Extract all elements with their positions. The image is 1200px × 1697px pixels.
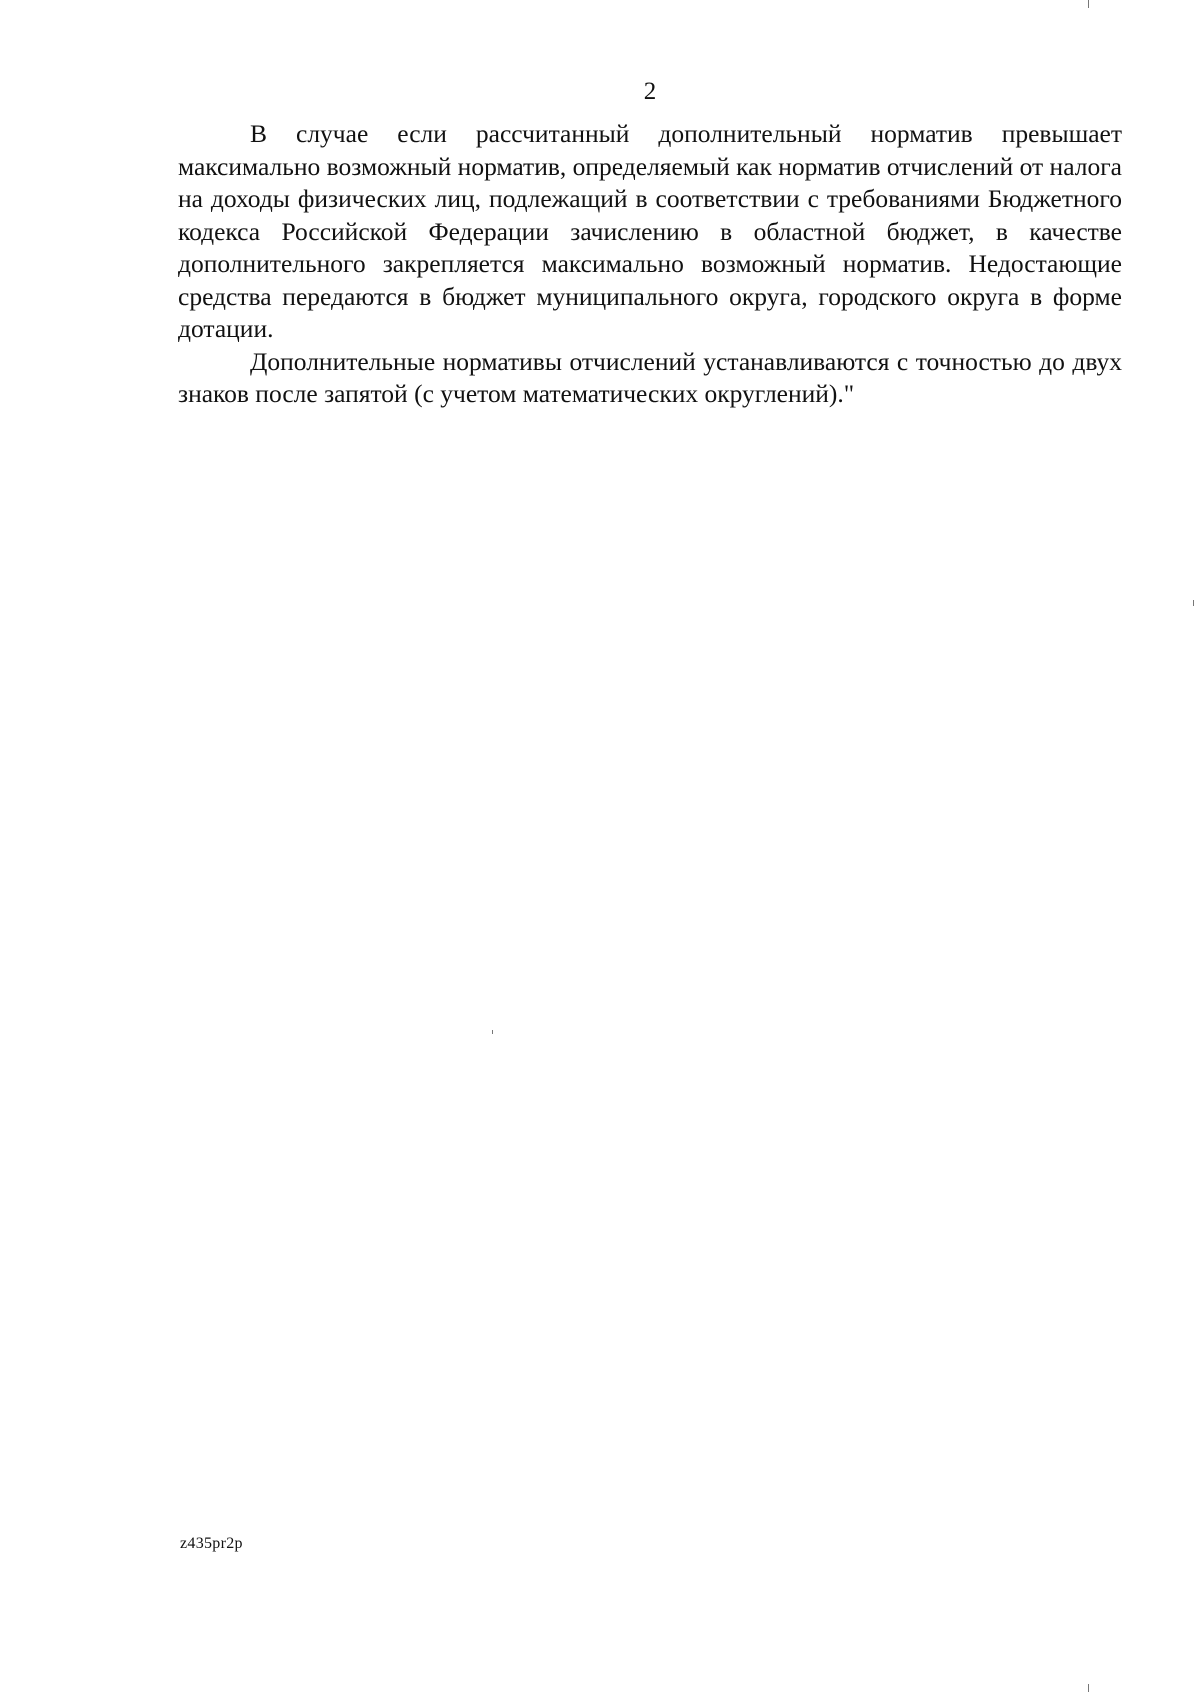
scan-speck — [1088, 0, 1089, 8]
document-body — [178, 118, 1122, 411]
scan-speck — [1193, 600, 1194, 606]
paragraph-1: В случае если рассчитанный дополнительный норматив превышает максимально возможный норматив, определяемый как норматив отчислений от налога на доходы физических лиц, подлежащий в соответствии с требованиями Бюджетного кодекса Российской Федерации зачислению в областной бюджет, в качестве дополнительного закрепляется максимально возможный норматив. Недостающие средства передаются в бюджет муниципального округа, городского округа в форме дотации. — [178, 119, 1122, 343]
page-number: 2 — [643, 78, 657, 105]
document-code: z435pr2p — [180, 1535, 243, 1552]
scan-speck — [1088, 1684, 1089, 1692]
scan-speck — [492, 1030, 493, 1034]
paragraph-2: Дополнительные нормативы отчислений устанавливаются с точностью до двух знаков после запятой (с учетом математических округлений)." — [178, 346, 1122, 408]
